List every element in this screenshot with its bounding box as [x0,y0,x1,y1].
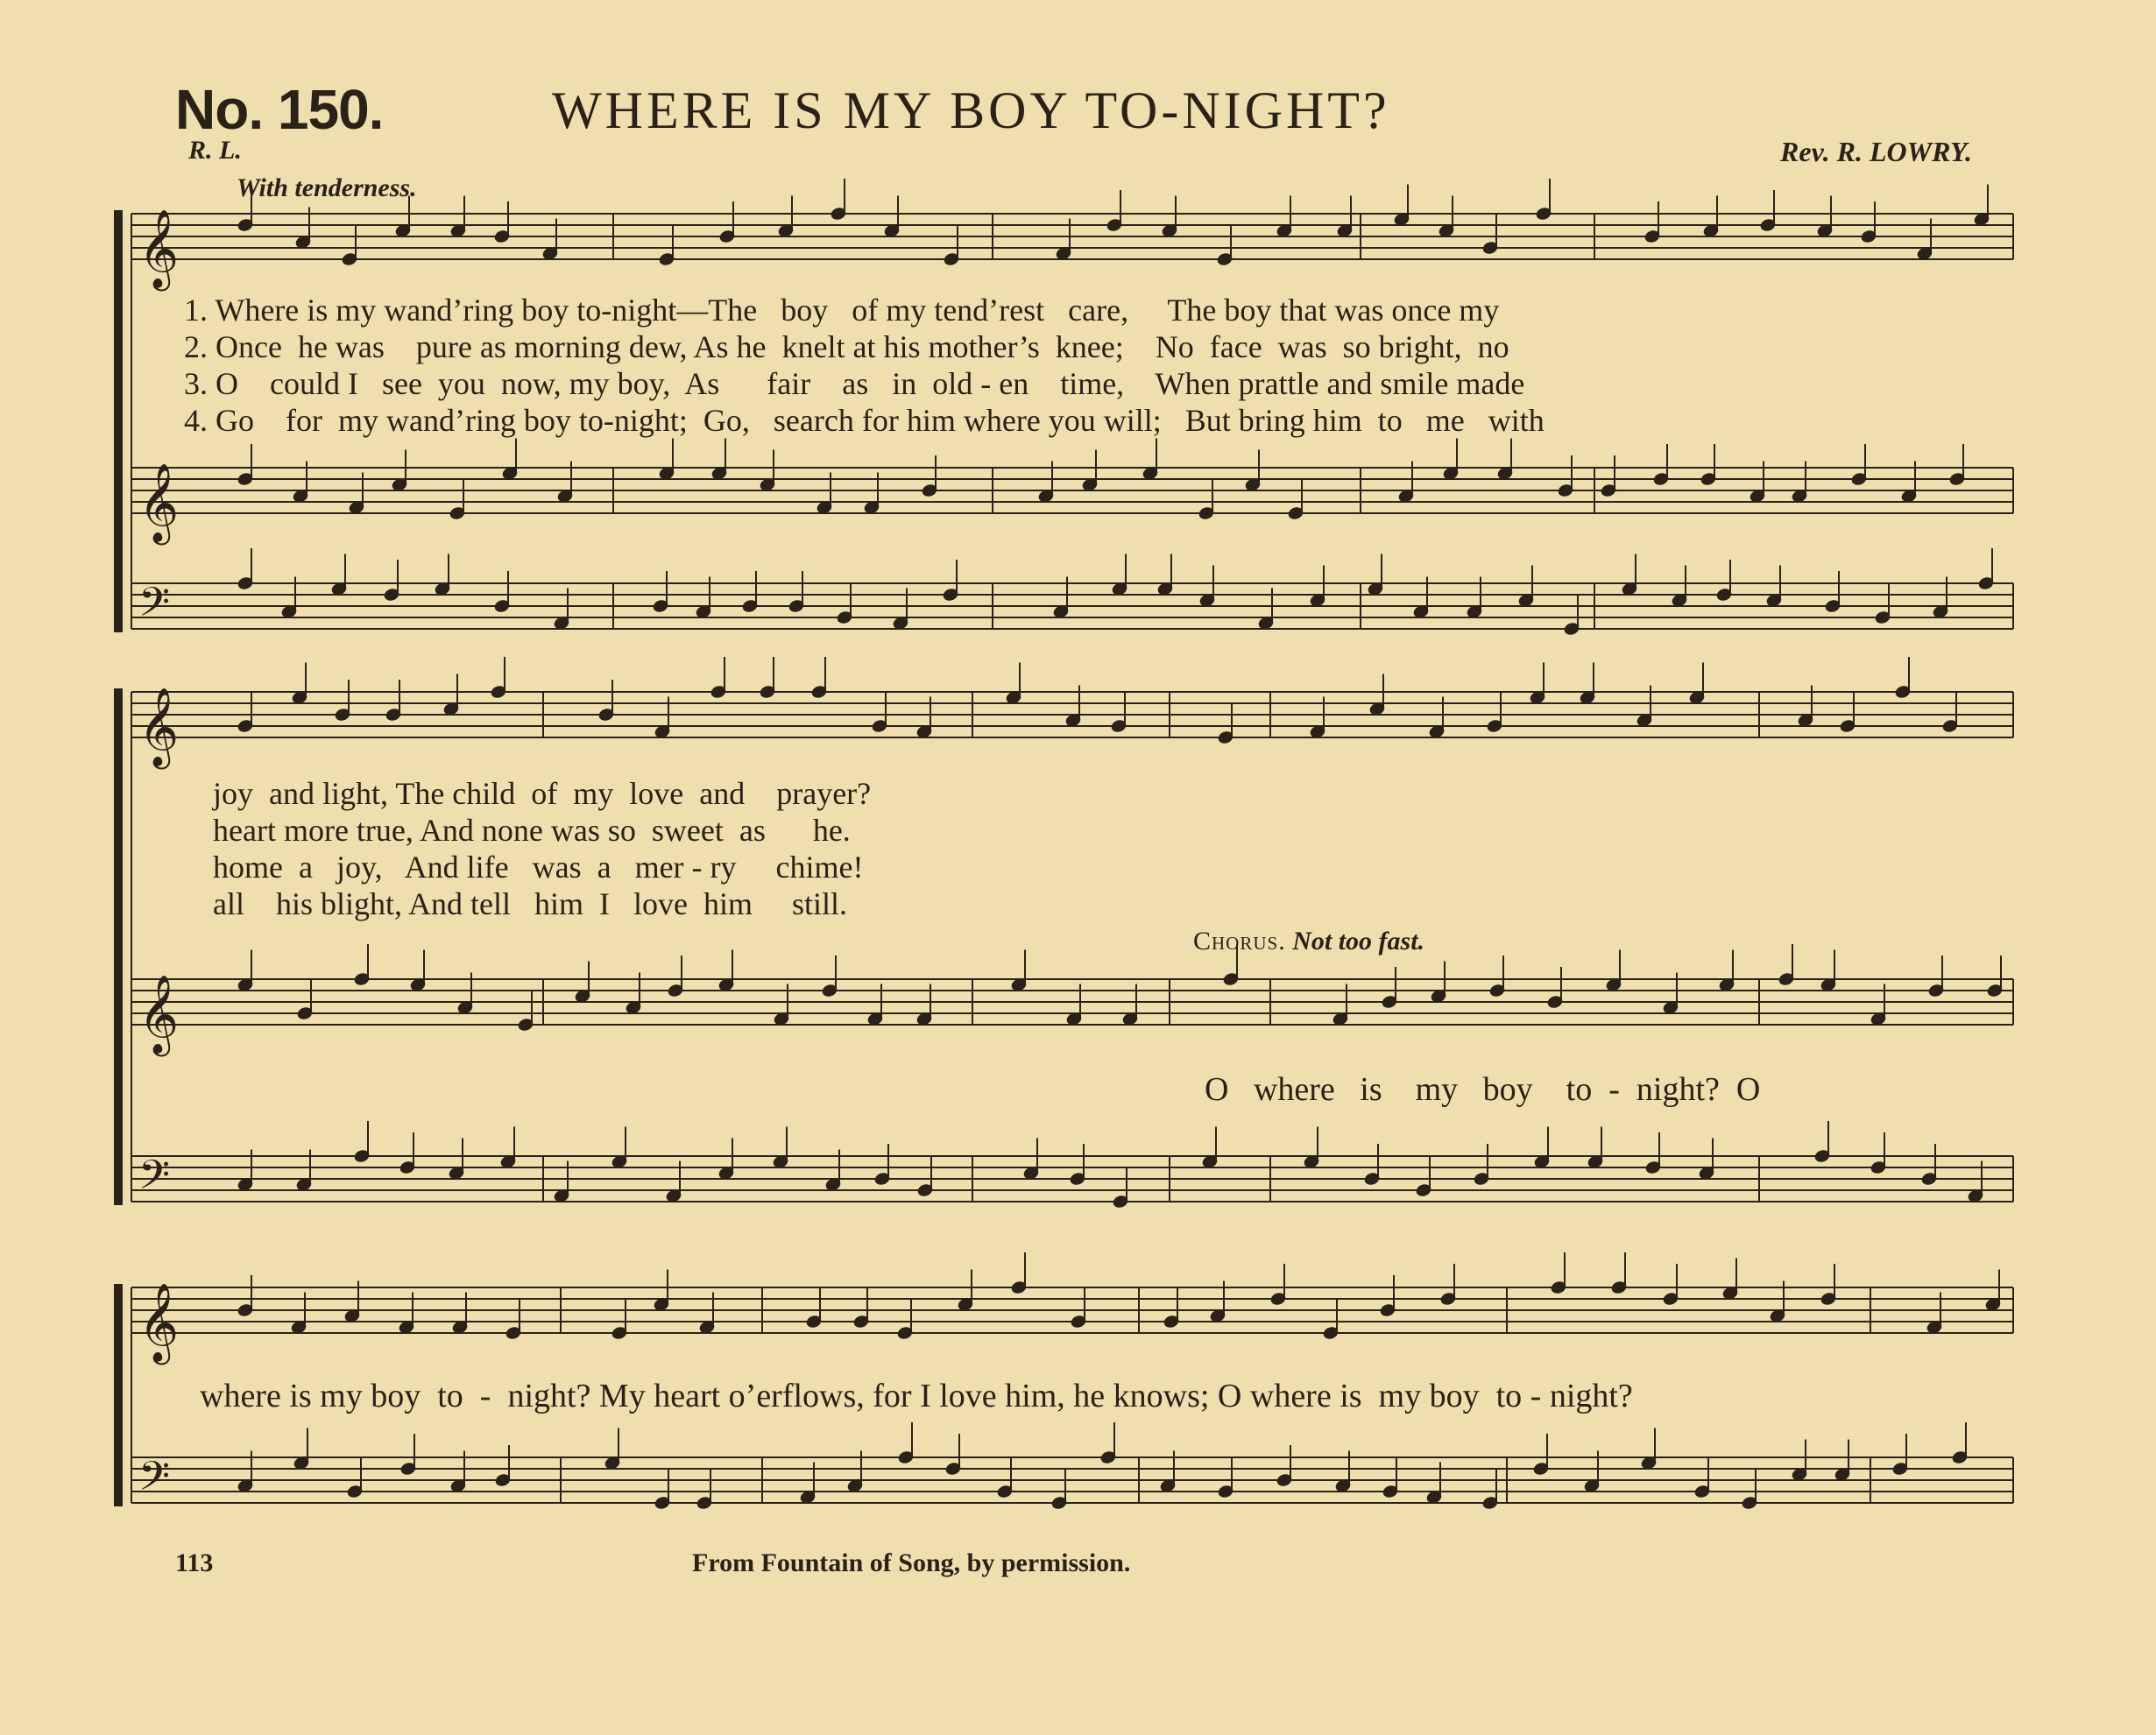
tempo-marking: With tenderness. [237,173,417,202]
verse-3-line-1: 3. O could I see you now, my boy, As fair as in old - en time, When prattle and smile made [184,366,1525,401]
verse-3-line-2: home a joy, And life was a mer - ry chime! [213,850,864,885]
chorus-line-1: O where is my boy to - night? O [1205,1071,1761,1108]
chorus-line-2: where is my boy to - night? My heart o’erflows, for I love him, he knows; O where is my boy to - night? [200,1378,1633,1414]
verse-2-line-1: 2. Once he was pure as morning dew, As he knelt at his mother’s knee; No face was so bright, no [184,329,1509,364]
treble-clef: 𝄞 [138,209,180,288]
composer: Rev. R. LOWRY. [1780,136,1972,167]
page-number: 113 [175,1548,214,1577]
verse-4-line-2: all his blight, And tell him I love him still. [213,886,847,921]
system-brace [114,1284,123,1506]
verse-2-line-2: heart more true, And none was so sweet as he. [213,813,851,848]
hymn-title: WHERE IS MY BOY TO-NIGHT? [552,81,1390,139]
treble-clef: 𝄞 [138,463,180,542]
verse-1-line-1: 1. Where is my wand’ring boy to-night—The boy of my tend’rest care, The boy that was once my [184,293,1500,328]
treble-clef: 𝄞 [138,688,180,766]
credit-line: From Fountain of Song, by permission. [692,1548,1131,1577]
system-brace [114,210,123,632]
verse-4-line-1: 4. Go for my wand’ring boy to-night; Go, search for him where you will; But bring him to me with [184,403,1545,438]
system-brace [114,688,123,1205]
bass-clef: 𝄢 [138,1152,171,1209]
bass-clef: 𝄢 [138,579,171,636]
treble-clef: 𝄞 [138,1283,180,1362]
hymn-number: No. 150. [175,78,384,141]
bass-clef: 𝄢 [138,1453,171,1510]
verse-1-line-2: joy and light, The child of my love and prayer? [213,776,872,811]
chorus-label-text: Chorus. [1193,927,1286,956]
lyricist: R. L. [188,136,242,165]
chorus-tempo: Not too fast. [1292,927,1425,956]
chorus-label [1193,927,1424,956]
treble-clef: 𝄞 [138,975,180,1054]
